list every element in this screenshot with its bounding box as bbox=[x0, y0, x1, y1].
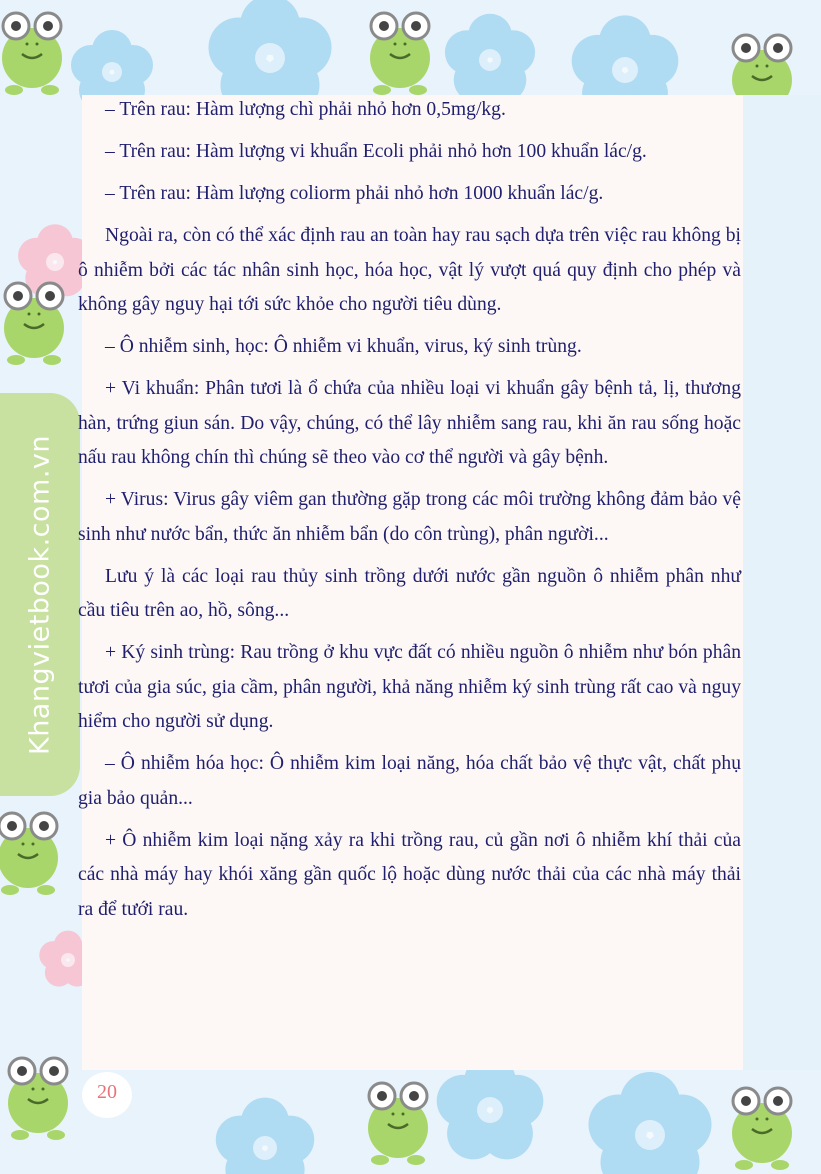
paragraph: – Ô nhiễm hóa học: Ô nhiễm kim loại năng, hóa chất bảo vệ thực vật, chất phụ gia bảo quản... bbox=[78, 753, 741, 809]
paragraph: – Ô nhiễm sinh, học: Ô nhiễm vi khuẩn, virus, ký sinh trùng. bbox=[105, 336, 582, 357]
paragraph: Ngoài ra, còn có thể xác định rau an toàn hay rau sạch dựa trên việc rau không bị ô nhiễm bởi các tác nhân sinh học, hóa học, vật lý vượt quá quy định cho phép và không gây nguy hại tới sức khỏe cho người tiêu dùng. bbox=[78, 225, 741, 315]
paragraph: + Vi khuẩn: Phân tươi là ổ chứa của nhiều loại vi khuẩn gây bệnh tả, lị, thương hàn, trứng giun sán. Do vậy, chúng, có thể lây nhiễm sang rau, khi ăn rau sống hoặc nấu rau không chín thì chúng sẽ theo vào cơ thể người và gây bệnh. bbox=[78, 378, 741, 468]
paragraph: + Ô nhiễm kim loại nặng xảy ra khi trồng rau, củ gần nơi ô nhiễm khí thải của các nhà máy hay khói xăng gần quốc lộ hoặc dùng nước thải của các nhà máy thải ra để tưới rau. bbox=[78, 829, 741, 920]
side-label: Khangvietbook.com.vn bbox=[24, 434, 56, 755]
paragraph: – Trên rau: Hàm lượng chì phải nhỏ hơn 0,5mg/kg. bbox=[105, 99, 506, 120]
paragraph: + Ký sinh trùng: Rau trồng ở khu vực đất có nhiều nguồn ô nhiễm như bón phân tươi của gia súc, gia cầm, phân người, khả năng nhiễm ký sinh trùng rất cao và nguy hiểm cho người sử dụng. bbox=[78, 642, 741, 732]
paragraph: + Virus: Virus gây viêm gan thường gặp trong các môi trường không đảm bảo vệ sinh như nước bẩn, thức ăn nhiễm bẩn (do côn trùng), phân người... bbox=[78, 489, 741, 545]
paragraph: Lưu ý là các loại rau thủy sinh trồng dưới nước gần nguồn ô nhiễm phân như cầu tiêu trên ao, hồ, sông... bbox=[78, 565, 741, 621]
side-label-container bbox=[0, 393, 80, 796]
page-content bbox=[78, 93, 741, 935]
right-margin-strip bbox=[743, 95, 821, 1070]
paragraph: – Trên rau: Hàm lượng coliorm phải nhỏ hơn 1000 khuẩn lác/g. bbox=[105, 183, 604, 204]
page-number-badge bbox=[82, 1072, 132, 1118]
page-number: 20 bbox=[97, 1081, 117, 1103]
paragraph: – Trên rau: Hàm lượng vi khuẩn Ecoli phải nhỏ hơn 100 khuẩn lác/g. bbox=[105, 141, 647, 162]
